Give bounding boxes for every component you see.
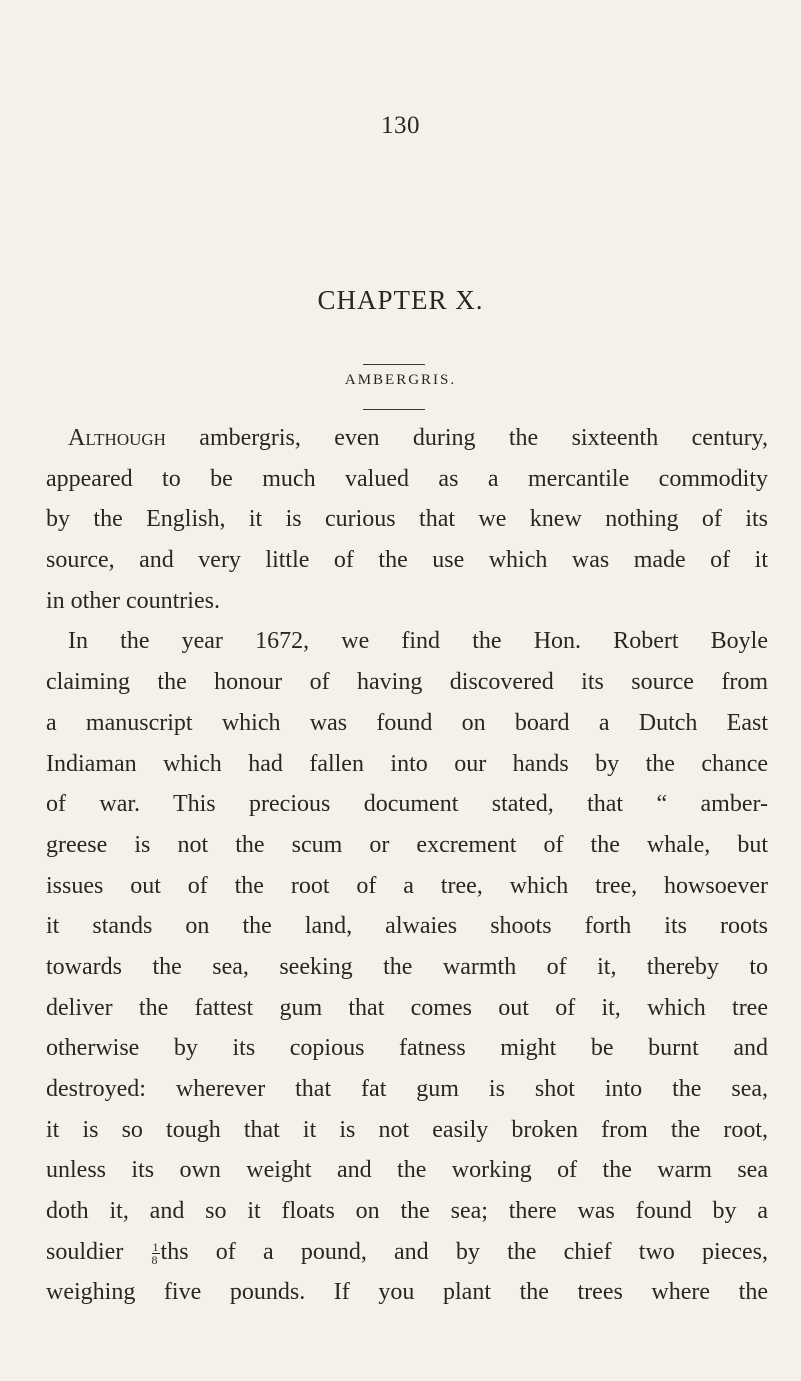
text-line: In the year 1672, we find the Hon. Robert Boyle xyxy=(68,628,768,655)
text-line-before-fraction: souldier xyxy=(46,1238,151,1265)
divider-top xyxy=(363,364,425,365)
text-line xyxy=(46,1232,768,1273)
fraction xyxy=(152,1241,160,1266)
chapter-title: CHAPTER X. xyxy=(317,285,484,315)
text-line: doth it, and so it floats on the sea; there was found by a xyxy=(46,1198,768,1225)
text-line: of war. This precious document stated, that “ amber- xyxy=(46,791,768,818)
fraction-numerator: 1 xyxy=(152,1239,159,1254)
text-line: issues out of the root of a tree, which tree, howsoever xyxy=(46,872,768,899)
text-line: Indiaman which had fallen into our hands by the chance xyxy=(46,750,768,777)
text-line: claiming the honour of having discovered its source from xyxy=(46,669,768,696)
fraction-denominator: 8 xyxy=(151,1252,158,1267)
text-line: otherwise by its copious fatness might be burnt and xyxy=(46,1035,768,1062)
page-number: 130 xyxy=(381,112,420,139)
text-line-after-fraction: ths of a pound, and by the chief two pieces, xyxy=(160,1238,768,1265)
text-line: a manuscript which was found on board a Dutch East xyxy=(46,709,768,736)
text-line: deliver the fattest gum that comes out of it, which tree xyxy=(46,994,768,1021)
section-title: AMBERGRIS. xyxy=(344,372,457,388)
text-line: greese is not the scum or excrement of the whale, but xyxy=(46,831,768,858)
text-line: by the English, it is curious that we knew nothing of its xyxy=(46,506,768,533)
text-line: towards the sea, seeking the warmth of it, thereby to xyxy=(46,953,768,980)
text-line: weighing five pounds. If you plant the trees where the xyxy=(46,1279,768,1306)
text-line: appeared to be much valued as a mercantile commodity xyxy=(46,465,768,492)
text-line: destroyed: wherever that fat gum is shot into the sea, xyxy=(46,1076,768,1102)
text-line: source, and very little of the use which was made of it xyxy=(46,547,768,574)
text-line: it stands on the land, alwaies shoots forth its roots xyxy=(46,913,768,940)
text-line: it is so tough that it is not easily broken from the root, xyxy=(46,1116,768,1143)
lead-word: Although xyxy=(68,425,166,451)
text-line xyxy=(46,418,768,459)
body-text xyxy=(46,418,768,1313)
text-line-rest: ambergris, even during the sixteenth century, xyxy=(165,425,768,451)
divider-bottom xyxy=(363,409,425,410)
text-line: in other countries. xyxy=(46,587,220,614)
text-line: unless its own weight and the working of the warm sea xyxy=(46,1157,768,1184)
